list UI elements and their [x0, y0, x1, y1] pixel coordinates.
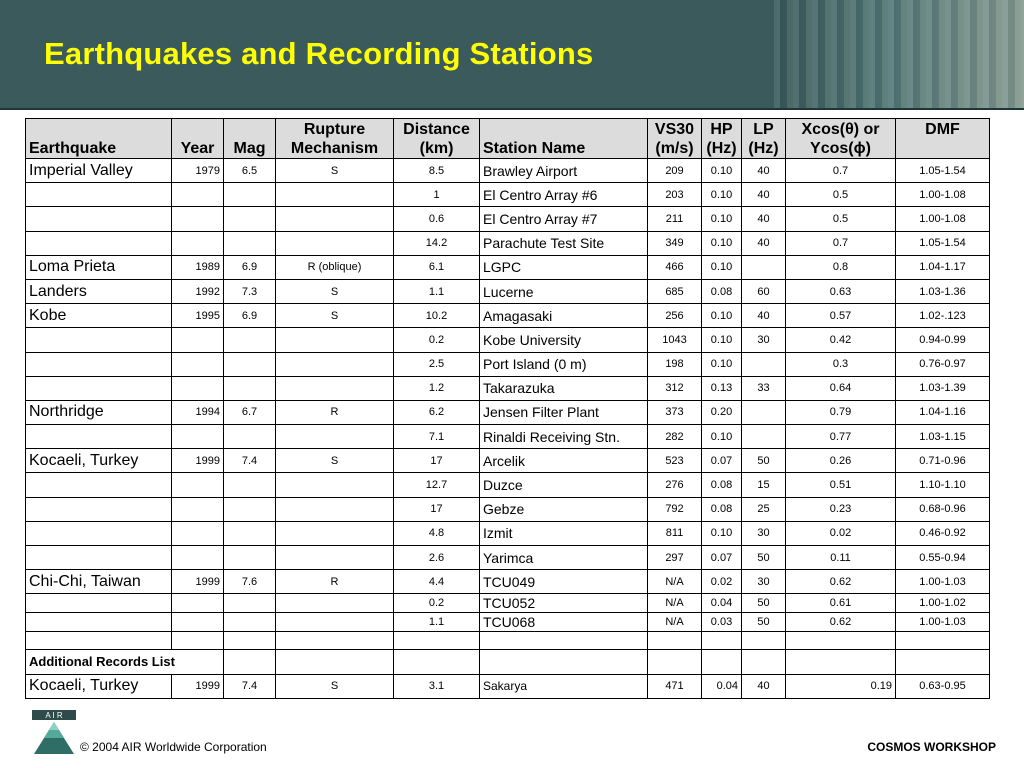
cell-dmf: 0.68-0.96: [896, 497, 990, 521]
cell-vs30: 373: [648, 400, 702, 424]
cell-distance: 0.2: [394, 594, 480, 613]
cell-lp: 60: [742, 279, 786, 303]
cell-rupture: S: [276, 304, 394, 328]
cell-vs30: N/A: [648, 570, 702, 594]
cell-dmf: 1.10-1.10: [896, 473, 990, 497]
cell-vs30: 1043: [648, 328, 702, 352]
cell-year: [172, 613, 224, 632]
cell-year: 1994: [172, 400, 224, 424]
cell-station: Lucerne: [480, 279, 648, 303]
cell-hp: 0.10: [702, 304, 742, 328]
cell-distance: 1: [394, 183, 480, 207]
cell-mag: [224, 231, 276, 255]
cell-mag: [224, 594, 276, 613]
cell-mag: [224, 473, 276, 497]
cell-xcos: 0.62: [786, 613, 896, 632]
cell-year: 1999: [172, 449, 224, 473]
cell-vs30: N/A: [648, 594, 702, 613]
cell-distance: 1.1: [394, 613, 480, 632]
cell-mag: [224, 425, 276, 449]
cell-lp: 15: [742, 473, 786, 497]
table-row: [26, 594, 990, 613]
cell-station: El Centro Array #6: [480, 183, 648, 207]
cell-distance: 4.4: [394, 570, 480, 594]
cell-vs30: 811: [648, 521, 702, 545]
cell-distance: 1.1: [394, 279, 480, 303]
cell-earthquake: [26, 231, 172, 255]
header-rupture: Rupture Mechanism: [276, 119, 394, 159]
cell-distance: 2.6: [394, 546, 480, 570]
cell-rupture: [276, 497, 394, 521]
header-hp: HP (Hz): [702, 119, 742, 159]
table-row: [26, 376, 990, 400]
cell-lp: 40: [742, 159, 786, 183]
cell-earthquake: Landers: [26, 279, 172, 303]
cell-distance: 8.5: [394, 159, 480, 183]
cell-mag: [224, 328, 276, 352]
cell-vs30: N/A: [648, 613, 702, 632]
cell-earthquake: Kocaeli, Turkey: [26, 449, 172, 473]
cell-earthquake: [26, 613, 172, 632]
cell-earthquake: Loma Prieta: [26, 255, 172, 279]
cell-mag: [224, 376, 276, 400]
cell-xcos: 0.63: [786, 279, 896, 303]
cell-lp: 40: [742, 231, 786, 255]
table-row: [26, 473, 990, 497]
cell-vs30: 198: [648, 352, 702, 376]
table-row: [26, 231, 990, 255]
cell-vs30: 523: [648, 449, 702, 473]
cell-hp: 0.10: [702, 231, 742, 255]
header-vs30: VS30 (m/s): [648, 119, 702, 159]
cell-station: El Centro Array #7: [480, 207, 648, 231]
cell-year: [172, 473, 224, 497]
cell-year: [172, 521, 224, 545]
cell-station: Port Island (0 m): [480, 352, 648, 376]
header-dmf: DMF: [896, 119, 990, 159]
cell-earthquake: Kobe: [26, 304, 172, 328]
cell-year: 1979: [172, 159, 224, 183]
table-row: [26, 352, 990, 376]
cell-rupture: R (oblique): [276, 255, 394, 279]
cell-hp: 0.10: [702, 352, 742, 376]
cell-mag: [224, 183, 276, 207]
table-row: [26, 613, 990, 632]
cell-earthquake: [26, 497, 172, 521]
cell-rupture: [276, 328, 394, 352]
cell-distance: 0.6: [394, 207, 480, 231]
cell-distance: 12.7: [394, 473, 480, 497]
cell-xcos: 0.19: [786, 674, 896, 698]
cell-year: [172, 497, 224, 521]
cell-rupture: R: [276, 400, 394, 424]
cell-rupture: S: [276, 279, 394, 303]
header-station: Station Name: [480, 119, 648, 159]
cell-lp: 50: [742, 449, 786, 473]
cell-year: 1999: [172, 674, 224, 698]
cell-year: [172, 328, 224, 352]
cell-lp: [742, 352, 786, 376]
cell-dmf: 1.00-1.03: [896, 613, 990, 632]
cell-year: [172, 183, 224, 207]
air-logo: [32, 710, 76, 754]
cell-lp: 50: [742, 594, 786, 613]
cell-dmf: 1.04-1.17: [896, 255, 990, 279]
cell-rupture: [276, 183, 394, 207]
cell-hp: 0.10: [702, 183, 742, 207]
cell-station: Kobe University: [480, 328, 648, 352]
cell-rupture: [276, 352, 394, 376]
cell-distance: 0.2: [394, 328, 480, 352]
cell-mag: 6.9: [224, 304, 276, 328]
cell-rupture: R: [276, 570, 394, 594]
cell-earthquake: [26, 521, 172, 545]
cell-year: [172, 376, 224, 400]
cell-rupture: S: [276, 159, 394, 183]
cell-earthquake: [26, 207, 172, 231]
cell-station: Amagasaki: [480, 304, 648, 328]
workshop-label: COSMOS WORKSHOP: [867, 740, 996, 754]
cell-vs30: 471: [648, 674, 702, 698]
cell-dmf: 0.71-0.96: [896, 449, 990, 473]
cell-mag: 7.3: [224, 279, 276, 303]
cell-distance: 6.2: [394, 400, 480, 424]
table-row: [26, 674, 990, 698]
cell-xcos: 0.23: [786, 497, 896, 521]
cell-mag: 7.4: [224, 449, 276, 473]
cell-station: Izmit: [480, 521, 648, 545]
cell-dmf: 0.55-0.94: [896, 546, 990, 570]
cell-xcos: 0.61: [786, 594, 896, 613]
cell-distance: 3.1: [394, 674, 480, 698]
cell-mag: 7.4: [224, 674, 276, 698]
cell-hp: 0.08: [702, 473, 742, 497]
cell-xcos: 0.8: [786, 255, 896, 279]
table-row: [26, 159, 990, 183]
cell-hp: 0.13: [702, 376, 742, 400]
cell-distance: 2.5: [394, 352, 480, 376]
header-lp: LP (Hz): [742, 119, 786, 159]
cell-hp: 0.04: [702, 674, 742, 698]
cell-mag: [224, 352, 276, 376]
cell-lp: 40: [742, 304, 786, 328]
table-row: [26, 449, 990, 473]
cell-dmf: 1.03-1.39: [896, 376, 990, 400]
cell-station: TCU068: [480, 613, 648, 632]
cell-mag: [224, 497, 276, 521]
cell-station: LGPC: [480, 255, 648, 279]
cell-dmf: 0.94-0.99: [896, 328, 990, 352]
table-row: [26, 425, 990, 449]
cell-hp: 0.07: [702, 449, 742, 473]
cell-distance: 7.1: [394, 425, 480, 449]
cell-lp: 30: [742, 521, 786, 545]
table-row: [26, 207, 990, 231]
table-row: [26, 521, 990, 545]
cell-station: TCU052: [480, 594, 648, 613]
cell-dmf: 1.03-1.15: [896, 425, 990, 449]
cell-mag: 6.9: [224, 255, 276, 279]
cell-hp: 0.10: [702, 521, 742, 545]
cell-hp: 0.10: [702, 255, 742, 279]
cell-station: Brawley Airport: [480, 159, 648, 183]
cell-xcos: 0.5: [786, 207, 896, 231]
cell-xcos: 0.26: [786, 449, 896, 473]
cell-rupture: [276, 425, 394, 449]
cell-hp: 0.07: [702, 546, 742, 570]
banner-divider: [0, 108, 1024, 110]
cell-dmf: 0.76-0.97: [896, 352, 990, 376]
cell-hp: 0.08: [702, 279, 742, 303]
table-row: [26, 546, 990, 570]
cell-rupture: [276, 521, 394, 545]
cell-year: [172, 352, 224, 376]
cell-earthquake: Chi-Chi, Taiwan: [26, 570, 172, 594]
cell-xcos: 0.79: [786, 400, 896, 424]
cell-station: Parachute Test Site: [480, 231, 648, 255]
cell-lp: 25: [742, 497, 786, 521]
cell-xcos: 0.11: [786, 546, 896, 570]
table-row: [26, 279, 990, 303]
cell-mag: [224, 207, 276, 231]
header-year: Year: [172, 119, 224, 159]
cell-vs30: 312: [648, 376, 702, 400]
cell-lp: 40: [742, 183, 786, 207]
header-earthquake: Earthquake: [26, 119, 172, 159]
cell-distance: 1.2: [394, 376, 480, 400]
cell-vs30: 685: [648, 279, 702, 303]
additional-records-row: [26, 650, 990, 674]
cell-lp: 40: [742, 674, 786, 698]
cell-mag: 6.7: [224, 400, 276, 424]
cell-hp: 0.02: [702, 570, 742, 594]
cell-earthquake: [26, 183, 172, 207]
cell-station: Jensen Filter Plant: [480, 400, 648, 424]
header-distance: Distance (km): [394, 119, 480, 159]
table-row: [26, 497, 990, 521]
cell-earthquake: [26, 376, 172, 400]
table-body: [26, 159, 990, 699]
cell-mag: [224, 521, 276, 545]
table-row: [26, 304, 990, 328]
cell-lp: 50: [742, 613, 786, 632]
table-row-empty: [26, 632, 990, 650]
cell-rupture: [276, 473, 394, 497]
cell-station: Yarimca: [480, 546, 648, 570]
cell-dmf: 0.63-0.95: [896, 674, 990, 698]
cell-vs30: 211: [648, 207, 702, 231]
cell-year: 1995: [172, 304, 224, 328]
cell-dmf: 1.02-.123: [896, 304, 990, 328]
cell-rupture: S: [276, 674, 394, 698]
cell-distance: 17: [394, 449, 480, 473]
cell-xcos: 0.42: [786, 328, 896, 352]
table-row: [26, 400, 990, 424]
cell-year: 1989: [172, 255, 224, 279]
table-row: [26, 570, 990, 594]
table-header: [26, 119, 990, 159]
cell-lp: [742, 425, 786, 449]
cell-vs30: 203: [648, 183, 702, 207]
cell-hp: 0.10: [702, 328, 742, 352]
cell-earthquake: [26, 473, 172, 497]
cell-dmf: 1.03-1.36: [896, 279, 990, 303]
cell-year: [172, 231, 224, 255]
cell-rupture: S: [276, 449, 394, 473]
cell-lp: 33: [742, 376, 786, 400]
cell-station: Takarazuka: [480, 376, 648, 400]
cell-xcos: 0.62: [786, 570, 896, 594]
cell-mag: [224, 546, 276, 570]
cell-distance: 6.1: [394, 255, 480, 279]
cell-dmf: 0.46-0.92: [896, 521, 990, 545]
cell-station: Duzce: [480, 473, 648, 497]
cell-lp: 50: [742, 546, 786, 570]
cell-year: 1992: [172, 279, 224, 303]
page-title: Earthquakes and Recording Stations: [44, 36, 594, 71]
cell-year: [172, 207, 224, 231]
cell-dmf: 1.00-1.08: [896, 183, 990, 207]
cell-year: [172, 546, 224, 570]
header-mag: Mag: [224, 119, 276, 159]
cell-lp: [742, 255, 786, 279]
table-row: [26, 328, 990, 352]
cell-vs30: 282: [648, 425, 702, 449]
table-row: [26, 255, 990, 279]
additional-records-label: Additional Records List: [26, 650, 224, 674]
cell-xcos: 0.7: [786, 231, 896, 255]
cell-vs30: 276: [648, 473, 702, 497]
cell-station: Sakarya: [480, 674, 648, 698]
cell-station: Gebze: [480, 497, 648, 521]
cell-earthquake: Northridge: [26, 400, 172, 424]
cell-hp: 0.20: [702, 400, 742, 424]
cell-hp: 0.03: [702, 613, 742, 632]
cell-hp: 0.10: [702, 425, 742, 449]
cell-lp: [742, 400, 786, 424]
cell-lp: 40: [742, 207, 786, 231]
cell-rupture: [276, 231, 394, 255]
cell-year: 1999: [172, 570, 224, 594]
cell-vs30: 349: [648, 231, 702, 255]
copyright-text: © 2004 AIR Worldwide Corporation: [80, 740, 267, 754]
earthquake-table: [25, 118, 990, 699]
cell-vs30: 297: [648, 546, 702, 570]
cell-hp: 0.08: [702, 497, 742, 521]
cell-distance: 14.2: [394, 231, 480, 255]
cell-dmf: 1.00-1.03: [896, 570, 990, 594]
banner-decoration: [774, 0, 1024, 110]
cell-earthquake: Imperial Valley: [26, 159, 172, 183]
cell-rupture: [276, 376, 394, 400]
cell-lp: 30: [742, 570, 786, 594]
cell-dmf: 1.05-1.54: [896, 159, 990, 183]
cell-earthquake: [26, 546, 172, 570]
cell-earthquake: [26, 425, 172, 449]
header-banner: [0, 0, 1024, 110]
cell-station: Rinaldi Receiving Stn.: [480, 425, 648, 449]
cell-vs30: 209: [648, 159, 702, 183]
cell-earthquake: [26, 328, 172, 352]
table-row: [26, 183, 990, 207]
cell-station: Arcelik: [480, 449, 648, 473]
cell-station: TCU049: [480, 570, 648, 594]
cell-dmf: 1.00-1.08: [896, 207, 990, 231]
cell-xcos: 0.77: [786, 425, 896, 449]
cell-hp: 0.04: [702, 594, 742, 613]
cell-xcos: 0.7: [786, 159, 896, 183]
cell-vs30: 256: [648, 304, 702, 328]
cell-xcos: 0.51: [786, 473, 896, 497]
logo-text: A I R: [45, 711, 63, 720]
cell-rupture: [276, 594, 394, 613]
cell-vs30: 466: [648, 255, 702, 279]
cell-year: [172, 425, 224, 449]
air-logo-icon: [32, 710, 76, 754]
cell-xcos: 0.5: [786, 183, 896, 207]
cell-hp: 0.10: [702, 159, 742, 183]
cell-xcos: 0.3: [786, 352, 896, 376]
cell-xcos: 0.02: [786, 521, 896, 545]
cell-distance: 17: [394, 497, 480, 521]
cell-lp: 30: [742, 328, 786, 352]
cell-mag: [224, 613, 276, 632]
cell-earthquake: Kocaeli, Turkey: [26, 674, 172, 698]
cell-distance: 4.8: [394, 521, 480, 545]
cell-year: [172, 594, 224, 613]
cell-mag: 6.5: [224, 159, 276, 183]
cell-earthquake: [26, 352, 172, 376]
cell-xcos: 0.64: [786, 376, 896, 400]
cell-rupture: [276, 613, 394, 632]
cell-mag: 7.6: [224, 570, 276, 594]
cell-vs30: 792: [648, 497, 702, 521]
cell-dmf: 1.04-1.16: [896, 400, 990, 424]
cell-rupture: [276, 207, 394, 231]
cell-xcos: 0.57: [786, 304, 896, 328]
cell-rupture: [276, 546, 394, 570]
cell-earthquake: [26, 594, 172, 613]
cell-dmf: 1.05-1.54: [896, 231, 990, 255]
cell-dmf: 1.00-1.02: [896, 594, 990, 613]
cell-hp: 0.10: [702, 207, 742, 231]
header-xcos: Xcos(θ) or Ycos(ϕ): [786, 119, 896, 159]
cell-distance: 10.2: [394, 304, 480, 328]
